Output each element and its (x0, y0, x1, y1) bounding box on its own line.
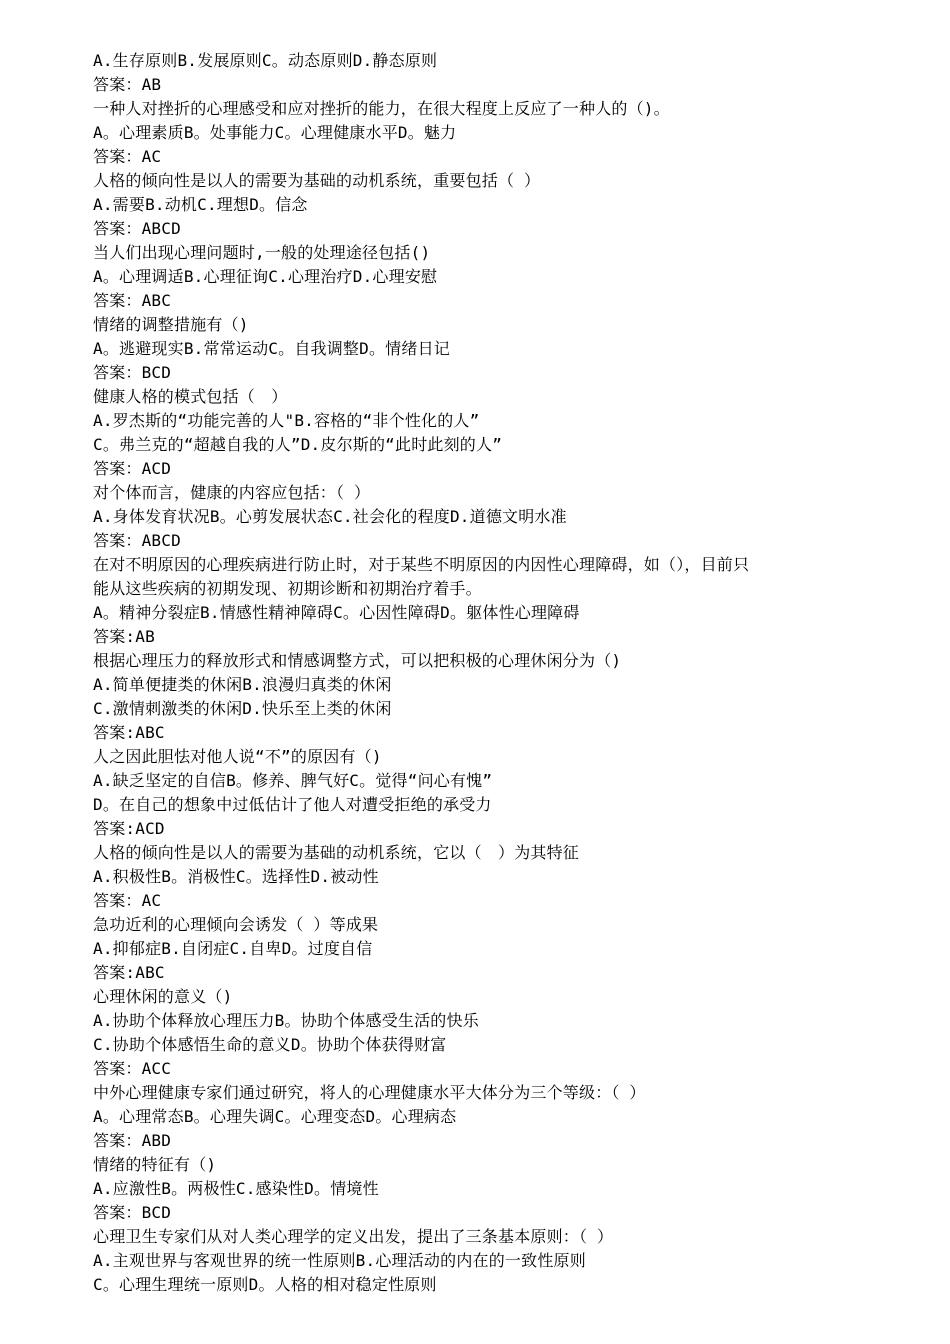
question-line: 对个体而言，健康的内容应包括：（ ） (93, 483, 371, 502)
options-line: A。心理调适B.心理征询C.心理治疗D.心理安慰 (93, 267, 438, 286)
question-line: 一种人对挫折的心理感受和应对挫折的能力，在很大程度上反应了一种人的（)。 (93, 99, 670, 118)
options-line: A。心理素质B。处事能力C。心理健康水平D。魅力 (93, 123, 457, 142)
options-line: A.主观世界与客观世界的统一性原则B.心理活动的内在的一致性原则 (93, 1251, 586, 1270)
options-line: A。精神分裂症B.情感性精神障碍C。心因性障碍D。躯体性心理障碍 (93, 603, 580, 622)
answer-line: 答案:AB (93, 627, 155, 646)
answer-line: 答案:ABC (93, 963, 165, 982)
options-line: D。在自己的想象中过低估计了他人对遭受拒绝的承受力 (93, 795, 492, 814)
options-line: C。弗兰克的“超越自我的人”D.皮尔斯的“此时此刻的人” (93, 435, 503, 454)
question-line: 能从这些疾病的初期发现、初期诊断和初期治疗着手。 (93, 579, 482, 598)
options-line: A.需要B.动机C.理想D。信念 (93, 195, 308, 214)
options-line: A.缺乏坚定的自信B。修养、脾气好C。觉得“问心有愧” (93, 771, 493, 790)
question-line: 心理卫生专家们从对人类心理学的定义出发，提出了三条基本原则：（ ） (93, 1227, 614, 1246)
options-line: A.罗杰斯的“功能完善的人"B.容格的“非个性化的人” (93, 411, 480, 430)
answer-line: 答案:ABC (93, 723, 165, 742)
options-line: C.激情刺激类的休闲D.快乐至上类的休闲 (93, 699, 392, 718)
question-line: 人之因此胆怯对他人说“不”的原因有（) (93, 747, 382, 766)
options-line: C。心理生理统一原则D。人格的相对稳定性原则 (93, 1275, 437, 1294)
question-line: 在对不明原因的心理疾病进行防止时，对于某些不明原因的内因性心理障碍，如（），目前只 (93, 555, 750, 574)
options-line: A。逃避现实B.常常运动C。自我调整D。情绪日记 (93, 339, 450, 358)
question-line: 当人们出现心理问题时,一般的处理途径包括() (93, 243, 431, 262)
options-line: A。心理常态B。心理失调C。心理变态D。心理病态 (93, 1107, 457, 1126)
answer-line: 答案:ACD (93, 819, 165, 838)
question-line: 情绪的调整措施有（) (93, 315, 249, 334)
options-line: A.抑郁症B.自闭症C.自卑D。过度自信 (93, 939, 373, 958)
answer-line: 答案：ABD (93, 1131, 172, 1150)
answer-line: 答案：ABCD (93, 531, 181, 550)
answer-line: 答案：BCD (93, 1203, 172, 1222)
answer-line: 答案：ACC (93, 1059, 172, 1078)
question-line: 根据心理压力的释放形式和情感调整方式，可以把积极的心理休闲分为（) (93, 651, 622, 670)
options-line: A.协助个体释放心理压力B。协助个体感受生活的快乐 (93, 1011, 479, 1030)
answer-line: 答案：ABCD (93, 219, 181, 238)
answer-line: 答案：AB (93, 75, 162, 94)
question-line: 人格的倾向性是以人的需要为基础的动机系统，重要包括（ ） (93, 171, 541, 190)
options-line: A.简单便捷类的休闲B.浪漫归真类的休闲 (93, 675, 392, 694)
question-line: 人格的倾向性是以人的需要为基础的动机系统，它以（ ）为其特征 (93, 843, 580, 862)
question-line: 健康人格的模式包括（ ） (93, 387, 288, 406)
question-line: 中外心理健康专家们通过研究，将人的心理健康水平大体分为三个等级：（ ） (93, 1083, 646, 1102)
question-line: 急功近利的心理倾向会诱发（ ）等成果 (93, 915, 379, 934)
options-line: A.身体发育状况B。心剪发展状态C.社会化的程度D.道德文明水准 (93, 507, 567, 526)
options-line: A.应激性B。两极性C.感染性D。情境性 (93, 1179, 379, 1198)
text-line: A.生存原则B.发展原则C。动态原则D.静态原则 (93, 51, 438, 70)
answer-line: 答案：ABC (93, 291, 172, 310)
answer-line: 答案：AC (93, 147, 162, 166)
question-line: 心理休闲的意义（) (93, 987, 233, 1006)
answer-line: 答案：ACD (93, 459, 172, 478)
options-line: C.协助个体感悟生命的意义D。协助个体获得财富 (93, 1035, 447, 1054)
answer-line: 答案：AC (93, 891, 162, 910)
answer-line: 答案：BCD (93, 363, 172, 382)
options-line: A.积极性B。消极性C。选择性D.被动性 (93, 867, 379, 886)
question-line: 情绪的特征有（) (93, 1155, 217, 1174)
